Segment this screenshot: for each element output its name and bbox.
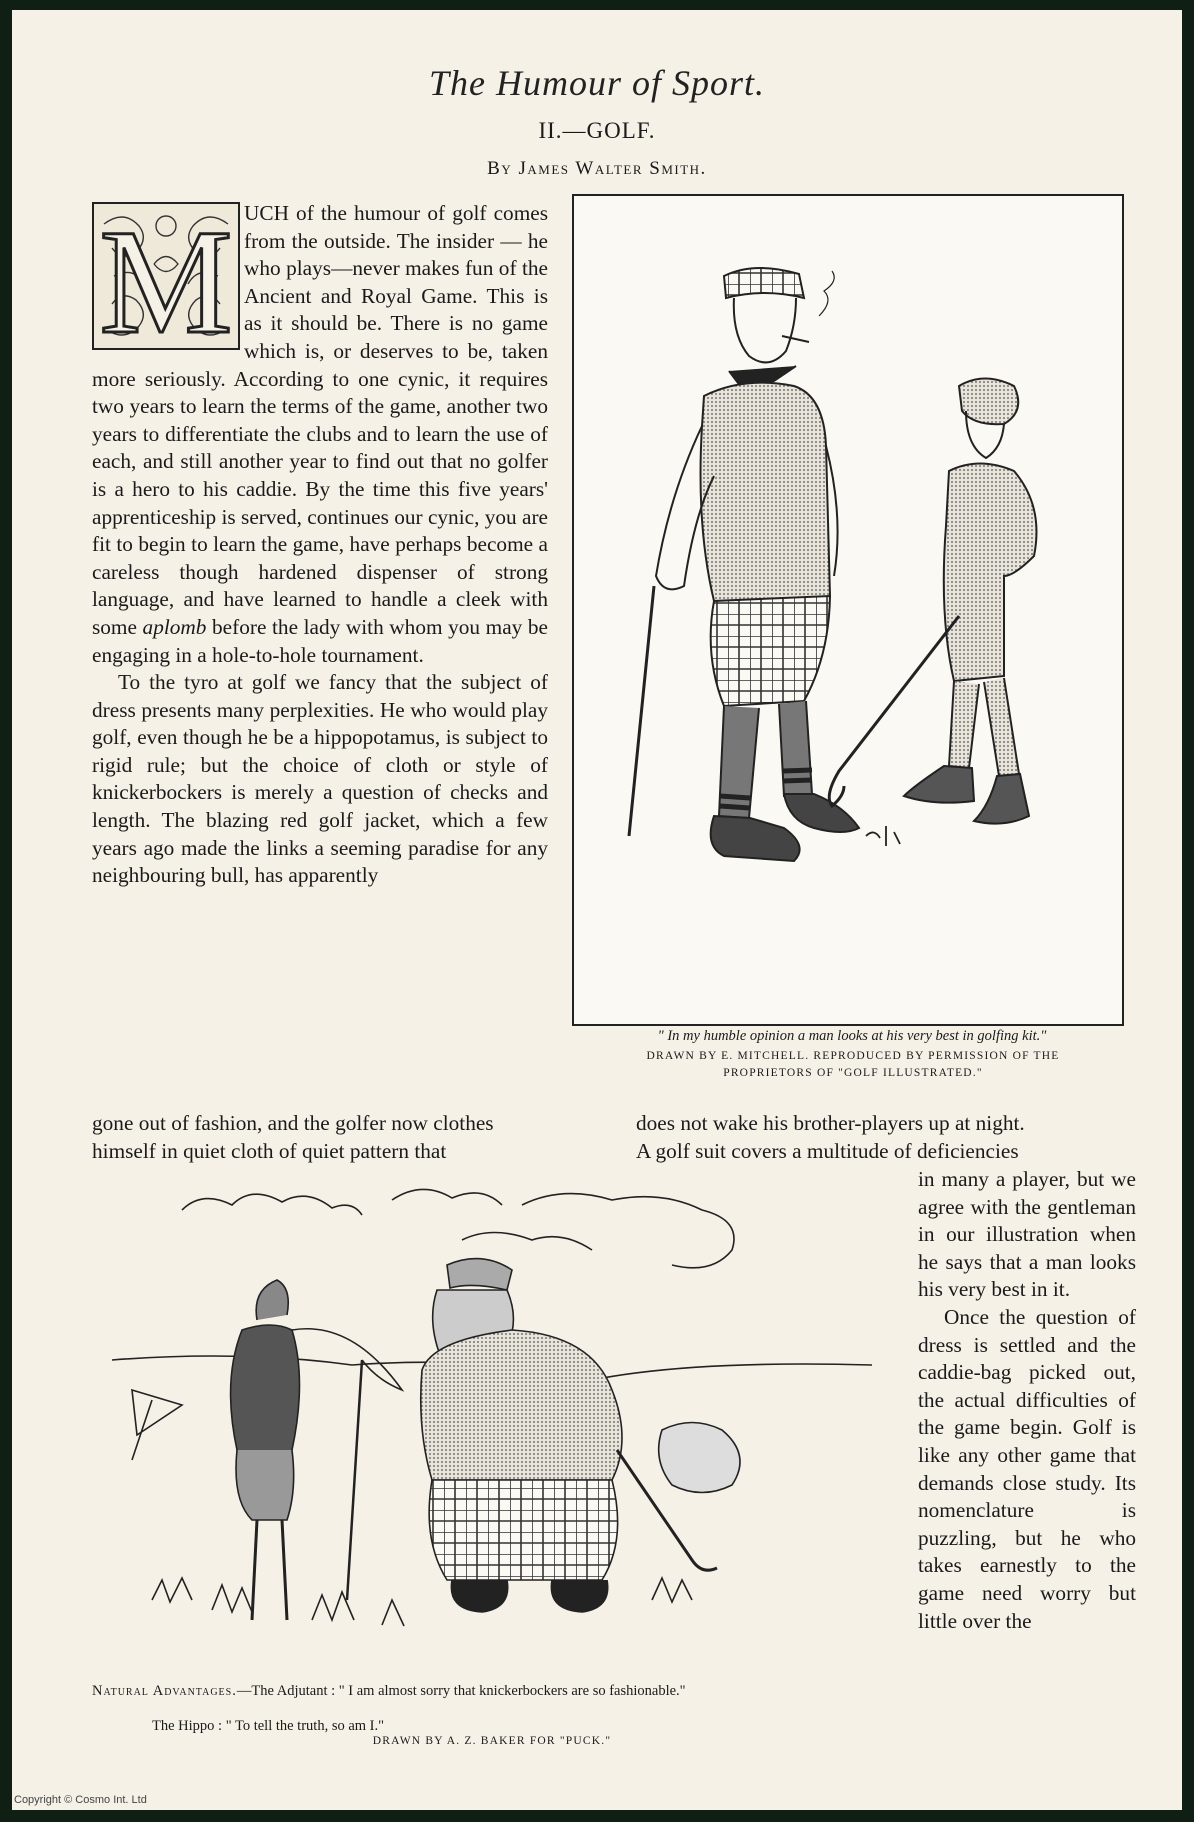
drop-cap-spacer xyxy=(92,200,244,338)
body-text-column-right xyxy=(918,1166,1136,1635)
top-figure-credit-line-1: DRAWN BY E. MITCHELL. REPRODUCED BY PERMISSION OF THE xyxy=(646,1050,1060,1062)
full-width-line-2: himself in quiet cloth of quiet pattern that xyxy=(92,1139,447,1163)
article-title: The Humour of Sport. xyxy=(428,63,766,103)
copyright-notice: Copyright © Cosmo Int. Ltd xyxy=(14,1794,147,1806)
right-paragraph-2: Once the question of dress is settled and the caddie-bag picked out, the actual difficulties of the game begin. Golf is like any other game that demands close study. Its nomenclature is puzzling, but he who takes earnestly to the game need worry but little over the xyxy=(918,1304,1136,1633)
top-figure-caption: " In my humble opinion a man looks at his very best in golfing kit." xyxy=(657,1028,1047,1044)
adjutant-and-hippo-illustration xyxy=(92,1180,892,1680)
second-paragraph: To the tyro at golf we fancy that the subject of dress presents many perplexities. He who would play golf, even though he be a hippopotamus, is subject to rigid rule; but the choice of cloth or style of knickerbockers is merely a question of checks and length. The blazing red golf jacket, which a few years ago made the links a seeming paradise for any neighbouring bull, has apparently xyxy=(92,670,548,888)
bottom-figure-caption xyxy=(92,1683,892,1700)
caption-rest: —The Adjutant : " I am almost sorry that knickerbockers are so fashionable." xyxy=(236,1683,686,1699)
first-paragraph: UCH of the humour of golf comes from the outside. The insider — he who plays—never makes fun of the Ancient and Royal Game. This is as it should be. There is no game which is, or deserves to be, taken more seriously. According to one cynic, it requires two years to learn the terms of the game, another two years to differentiate the clubs and to learn the use of each, and still another year to find out that no golfer is a hero to his caddie. By the time this five years' apprenticeship is served, continues our cynic, you are fit to begin to learn the game, have perhaps become a careless though hardened dispenser of strong language, and have learned to handle a cleek with some xyxy=(92,201,548,639)
caption-hippo-line: The Hippo : " To tell the truth, so am I." xyxy=(152,1718,385,1734)
magazine-page xyxy=(12,10,1182,1810)
first-paragraph-end: before the lady with whom you may be engaging in a hole-to-hole tournament. xyxy=(92,614,549,667)
caption-lead: Natural Advantages. xyxy=(92,1683,237,1699)
right-line-1: does not wake his brother-players up at night. xyxy=(636,1111,1025,1135)
aplomb-italic: aplomb xyxy=(142,614,207,639)
bottom-figure-credit: DRAWN BY A. Z. BAKER FOR "PUCK." xyxy=(372,1735,612,1747)
top-figure-credit xyxy=(568,1048,1138,1082)
top-figure-credit-line-2: PROPRIETORS OF "GOLF ILLUSTRATED." xyxy=(723,1067,983,1079)
article-subtitle: II.—GOLF. xyxy=(538,118,656,143)
golfer-and-caddie-illustration xyxy=(572,194,1124,1026)
article-byline: By James Walter Smith. xyxy=(487,158,707,179)
right-line-2: A golf suit covers a multitude of deficiencies xyxy=(636,1139,1019,1163)
right-paragraph-1: in many a player, but we agree with the gentleman in our illustration when he says that a man looks his very best in it. xyxy=(918,1167,1136,1302)
full-width-line-1: gone out of fashion, and the golfer now clothes xyxy=(92,1111,494,1135)
drop-cap-letter: M xyxy=(99,204,233,348)
body-text-column-left xyxy=(92,200,548,890)
